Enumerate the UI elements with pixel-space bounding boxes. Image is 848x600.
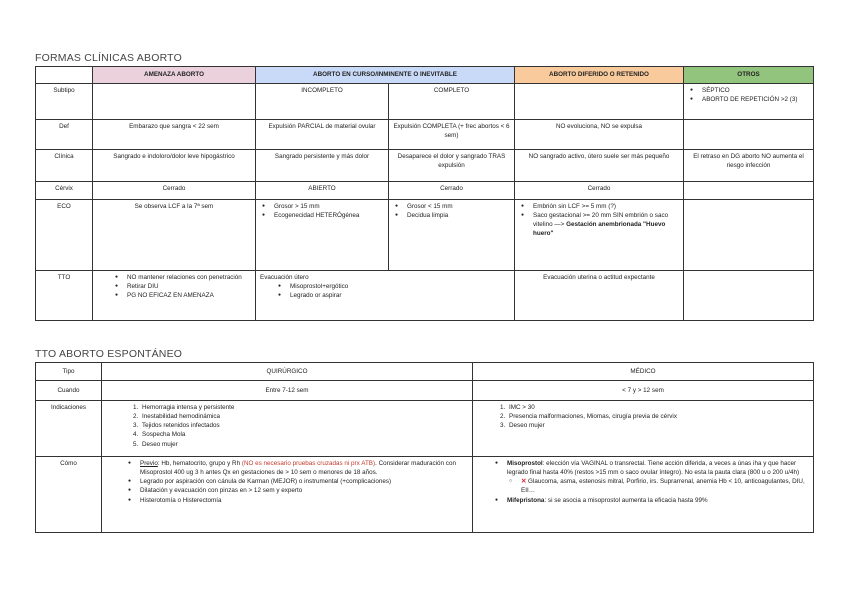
cell [256,200,389,271]
cell [93,271,256,321]
cell: El retraso en DG aborto NO aumenta el riesgo infección [684,150,814,182]
corner-cell [36,67,93,84]
cell: Cerrado [93,182,256,200]
header-curso: ABORTO EN CURSO/INMINENTE O INEVITABLE [256,67,515,84]
list-item [521,477,809,495]
list-item: ● NO mantener relaciones con penetración [127,273,251,282]
cell: Evacuación uterina o actitud expectante [515,271,684,321]
mifepristona-label: Mifepristona [507,496,545,504]
previo-label: Previo [140,460,158,467]
contraindications-text: Glaucoma, asma, estenosis mitral, Porfirio, irs. Suprarrenal, anemia Hb < 10, anticoagulantes, DIU, EII… [521,478,805,495]
row-label: TTO [36,271,93,321]
cell [389,200,515,271]
list-item [140,459,468,477]
row-def [36,120,814,150]
cell [515,200,684,271]
list-item: 3. Deseo mujer [507,421,809,430]
list-item: 1. Hemorragia intensa y persistente [140,403,468,412]
row-label: Tipo [36,363,102,381]
cell: Cerrado [515,182,684,200]
header-otros: OTROS [684,67,814,84]
cell [684,200,814,271]
list-item: 2. Presencia malformaciones, Miomas, cirugía previa de cérvix [507,412,809,421]
row-subtipo [36,84,814,120]
cell [684,182,814,200]
cell: NO sangrado activo, útero suele ser más pequeño [515,150,684,182]
list-item: ● Retirar DIU [127,282,251,291]
previo-tail: . Considerar maduración con Misoprostol 400 ug 3 h antes Qx en gestaciones de > 10 sem o menores de 18 años. [140,460,456,477]
cell: Cerrado [389,182,515,200]
cell [93,84,256,120]
row-cuando [36,381,814,401]
clinical-forms-table [35,66,814,321]
list-item: 4. Sospecha Mola [140,430,468,439]
misoprostol-text: : elección vía VAGINAL o transrectal. Tiene acción diferida, a veces a únas iha y que hacer legrado final hasta 40% (restos >15 mm o saco ovular íntegro). No esta la pauta clara (800 u o 200 u/4h) [507,460,800,477]
cell [473,457,814,533]
eco-saco-text: Saco gestacional >= 20 mm SIN embrión o saco vitelino —> [533,212,669,229]
previo-red-text: (NO es necesario pruebas cruzadas ni prx ATB) [241,460,376,467]
header-row [36,67,814,84]
header-medico: MÉDICO [473,363,814,381]
cell [473,401,814,457]
list-item: ● Misoprostol+ergótico [290,282,510,291]
row-eco [36,200,814,271]
cell [102,401,473,457]
list-item: ● Embrión sin LCF >= 5 mm (?) [533,202,679,211]
cell [515,84,684,120]
list-item [533,211,679,238]
list-item: 1. IMC > 30 [507,403,809,412]
eco-anembrionada-text: Gestación anembrionada "Huevo huero" [533,221,666,238]
row-label: Cómo [36,457,102,533]
list-item [507,459,809,496]
header-quirurgico: QUIRÚRGICO [102,363,473,381]
cell: Entre 7-12 sem [102,381,473,401]
cell [102,457,473,533]
row-tto [36,271,814,321]
cell: COMPLETO [389,84,515,120]
table2-title: TTO ABORTO ESPONTÁNEO [35,348,183,360]
row-label: Cérvix [36,182,93,200]
cell: ABIERTO [256,182,389,200]
cell: INCOMPLETO [256,84,389,120]
cell: Embarazo que sangra < 22 sem [93,120,256,150]
list-item: ● Histerotomía o Histerectomía [140,496,468,505]
row-indicaciones [36,401,814,457]
treatment-table [35,362,814,533]
cell [256,271,515,321]
list-item: ● PG NO EFICAZ EN AMENAZA [127,291,251,300]
header-amenaza: AMENAZA ABORTO [93,67,256,84]
list-item: ● Ecogenecidad HETERÓgénea [274,211,384,220]
cell [684,271,814,321]
cell: Expulsión COMPLETA (+ frec abortos < 6 sem) [389,120,515,150]
list-item: ● ABORTO DE REPETICIÓN >2 (3) [702,95,809,104]
cell: Se observa LCF a la 7ª sem [93,200,256,271]
list-item [507,496,809,505]
header-diferido: ABORTO DIFERIDO O RETENIDO [515,67,684,84]
row-label: Def [36,120,93,150]
list-item: 3. Tejidos retenidos infectados [140,421,468,430]
row-como [36,457,814,533]
list-item: 2. Inestabilidad hemodinámica [140,412,468,421]
list-item: ● Grosor < 15 mm [407,202,510,211]
row-label: Subtipo [36,84,93,120]
list-item: ● Legrado or aspirar [290,291,510,300]
misoprostol-label: Misoprostol [507,460,543,467]
cell: Sangrado persistente y más dolor [256,150,389,182]
list-item: ● Dilatación y evacuación con pinzas en > 12 sem y experto [140,486,468,495]
list-item: ● SÉPTICO [702,86,809,95]
cross-icon: ✕ [521,478,527,486]
tto-curso-intro: Evacuación útero [260,274,309,281]
cell: Expulsión PARCIAL de material ovular [256,120,389,150]
list-item: 5. Deseo mujer [140,440,468,449]
previo-text: : Hb, hematocrito, grupo y Rh [157,460,242,467]
row-label: Clínica [36,150,93,182]
table1-title: FORMAS CLÍNICAS ABORTO [35,52,182,64]
cell: Desaparece el dolor y sangrado TRAS expulsión [389,150,515,182]
list-item: ● Legrado por aspiración con cánula de Karman (MEJOR) o instrumental (+complicaciones) [140,477,468,486]
cell: Sangrado e indoloro/dolor leve hipogástrico [93,150,256,182]
cell: < 7 y > 12 sem [473,381,814,401]
row-label: ECO [36,200,93,271]
row-label: Cuando [36,381,102,401]
cell: NO evoluciona, NO se expulsa [515,120,684,150]
cell [684,120,814,150]
row-label: Indicaciones [36,401,102,457]
row-cervix [36,182,814,200]
row-clinica [36,150,814,182]
mifepristona-text: : si se asocia a misoprostol aumenta la eficacia hasta 99% [544,496,708,504]
list-item: ● Decidua limpia [407,211,510,220]
list-item: ● Grosor > 15 mm [274,202,384,211]
cell [684,84,814,120]
header-row [36,363,814,381]
